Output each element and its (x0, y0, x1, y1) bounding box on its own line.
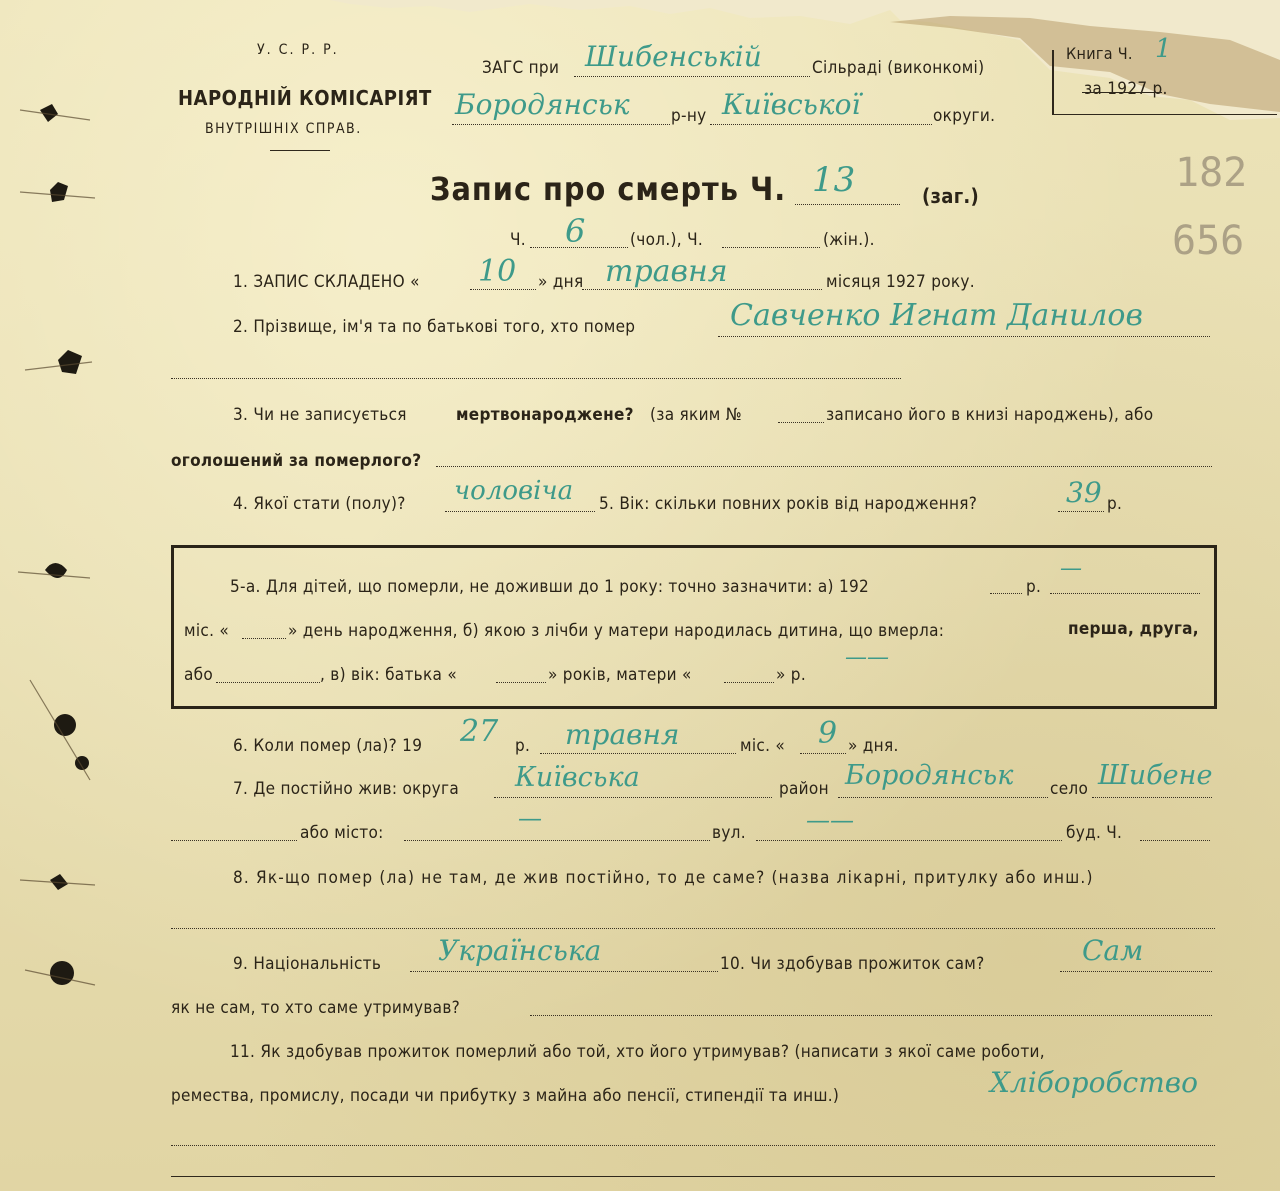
item10-handwriting: Сам (1082, 934, 1144, 967)
item5-age-handwriting: 39 (1066, 476, 1102, 509)
female-count-line (722, 247, 820, 248)
zags-prefix: ЗАГС при (482, 58, 560, 78)
record-title: Запис про смерть Ч. (430, 170, 787, 208)
item5a-line3c: » років, матери « (548, 665, 692, 685)
item9-nationality-handwriting: Українська (438, 934, 602, 967)
item5a-or-line (216, 682, 320, 683)
item5a-dash2: —— (845, 645, 889, 670)
header-divider (270, 150, 330, 151)
item5a-line1: 5-а. Для дітей, що померли, не доживши до 1 року: точно зазначити: а) 192 (230, 577, 870, 597)
item5a-father-line (496, 682, 546, 683)
book-year: за 1927 р. (1084, 79, 1168, 99)
record-number-handwriting: 13 (812, 160, 856, 200)
item7-building-label: буд. Ч. (1066, 823, 1123, 843)
item3-line (436, 466, 1212, 467)
item7-street-line (756, 840, 1062, 841)
book-year-strike (1082, 92, 1162, 93)
item5-label: 5. Вік: скільки повних років від народження? (599, 494, 978, 514)
commissariat-heading: НАРОДНІЙ КОМІСАРІЯТ (178, 86, 432, 110)
dept-heading: ВНУТРІШНІХ СПРАВ. (205, 121, 362, 137)
item4-gender-handwriting: чоловіча (454, 476, 574, 506)
item5-end: р. (1107, 494, 1123, 514)
item7-street-label: вул. (712, 823, 746, 843)
male-count-handwriting: 6 (565, 212, 586, 250)
item11-line (171, 1145, 1215, 1146)
item4-label: 4. Якої стати (полу)? (233, 494, 406, 514)
item1-month-handwriting: травня (605, 254, 728, 289)
item7-label: 7. Де постійно жив: округа (233, 779, 460, 799)
item5a-mother-line (724, 682, 774, 683)
okrug-handwriting: Київської (722, 88, 861, 121)
item7-line2-start (171, 840, 297, 841)
book-box-left (1052, 50, 1054, 114)
item5a-bold: перша, друга, (1068, 619, 1199, 639)
item3-num-line (778, 422, 824, 423)
item11-line1: 11. Як здобував прожиток померлий або той, хто його утримував? (написати з якої саме роботи, (230, 1042, 1045, 1062)
record-suffix: (заг.) (922, 184, 980, 208)
archive-stamp-top: 182 (1175, 150, 1248, 196)
item10-label: 10. Чи здобував прожиток сам? (720, 954, 985, 974)
item3-line2: оголошений за померлого? (171, 451, 422, 471)
binding-holes (10, 80, 100, 1080)
item7-raion-handwriting: Бородянськ (845, 760, 1014, 791)
item7-okrug-handwriting: Київська (515, 762, 640, 793)
item8-line (171, 928, 1215, 929)
item2-label: 2. Прізвище, ім'я та по батькові того, хто помер (233, 317, 636, 337)
male-count-line (530, 247, 628, 248)
record-number-line (795, 204, 900, 205)
item7-building-line (1140, 840, 1210, 841)
raion-line (452, 124, 670, 125)
item7-raion-line (838, 797, 1048, 798)
item6-month-line (540, 753, 736, 754)
item4-line (445, 511, 595, 512)
item5a-month-line (1050, 593, 1200, 594)
item6-year-handwriting: 27 (460, 714, 499, 749)
item7-street-dash: —— (806, 806, 854, 834)
item5a-day-line (242, 638, 286, 639)
item7-selo-handwriting: Шибене (1098, 760, 1213, 791)
item1-month-line (582, 289, 822, 290)
item3-rest: (за яким № (650, 405, 743, 425)
archive-stamp-bottom: 656 (1172, 218, 1245, 264)
item7-city-dash: — (518, 804, 542, 832)
item6-label: 6. Коли помер (ла)? 19 (233, 736, 423, 756)
item7-selo-line (1092, 797, 1212, 798)
item8-text: 8. Як-що помер (ла) не там, де жив постійно, то де саме? (назва лікарні, притулку або инш.) (233, 868, 1094, 888)
item2-line (718, 336, 1210, 337)
item3-text: 3. Чи не записується (233, 405, 407, 425)
item5a-year-line (990, 593, 1022, 594)
okrug-label: округи. (933, 106, 996, 126)
item5a-line3d: » р. (776, 665, 806, 685)
item1-label: 1. ЗАПИС СКЛАДЕНО « (233, 272, 420, 292)
zags-line (574, 76, 810, 77)
item5a-dash: — (1060, 556, 1082, 581)
male-label: (чол.), Ч. (630, 230, 704, 250)
item1-mid: » дня (538, 272, 584, 292)
item9-line (410, 971, 718, 972)
item1-day-line (470, 289, 536, 290)
item7-city-line (404, 840, 710, 841)
item1-end: місяця 1927 року. (826, 272, 975, 292)
item6-r: р. (515, 736, 531, 756)
book-label: Книга Ч. (1066, 44, 1133, 63)
item5a-r: р. (1026, 577, 1042, 597)
item7-okrug-line (494, 797, 772, 798)
form-bottom-rule (171, 1176, 1215, 1177)
item6-mis: міс. « (740, 736, 786, 756)
item6-day-handwriting: 9 (818, 716, 838, 751)
item10-line (1060, 971, 1212, 972)
item10-line2-fill (530, 1015, 1212, 1016)
zags-handwriting: Шибенській (585, 40, 762, 73)
item7-city-label: або місто: (300, 823, 384, 843)
item5-line (1058, 511, 1104, 512)
item6-end: » дня. (848, 736, 899, 756)
book-box-bottom (1052, 114, 1277, 115)
item6-day-line (800, 753, 846, 754)
item2-name-handwriting: Савченко Игнат Данилов (730, 298, 1143, 333)
item11-occupation-handwriting: Хліборобство (990, 1066, 1198, 1099)
item7-selo: село (1050, 779, 1089, 799)
item5a-line2b: » день народження, б) якою з лічби у матери народилась дитина, що вмерла: (288, 621, 945, 641)
okrug-line (710, 124, 932, 125)
female-label: (жін.). (823, 230, 875, 250)
item5a-line2a: міс. « (184, 621, 230, 641)
item9-label: 9. Національність (233, 954, 382, 974)
book-number-handwriting: 1 (1155, 34, 1172, 64)
item7-raion: район (779, 779, 829, 799)
item3-rest2: записано його в книзі народжень), або (826, 405, 1154, 425)
item6-month-handwriting: травня (565, 718, 680, 751)
item5a-line3b: , в) вік: батька « (320, 665, 458, 685)
item2-line2 (171, 378, 901, 379)
zags-suffix: Сільраді (виконкомі) (812, 58, 985, 78)
item5a-line3a: або (184, 665, 214, 685)
item10-line2: як не сам, то хто саме утримував? (171, 998, 461, 1018)
raion-label: р-ну (671, 106, 707, 126)
raion-handwriting: Бородянськ (455, 88, 630, 121)
ch-label: Ч. (510, 230, 526, 250)
ussr-label: У. С. Р. Р. (257, 42, 339, 58)
item3-bold: мертвонароджене? (456, 405, 634, 425)
item11-line2: ремества, промислу, посади чи прибутку з майна або пенсії, стипендії та инш.) (171, 1086, 840, 1106)
item1-day-handwriting: 10 (478, 254, 517, 289)
